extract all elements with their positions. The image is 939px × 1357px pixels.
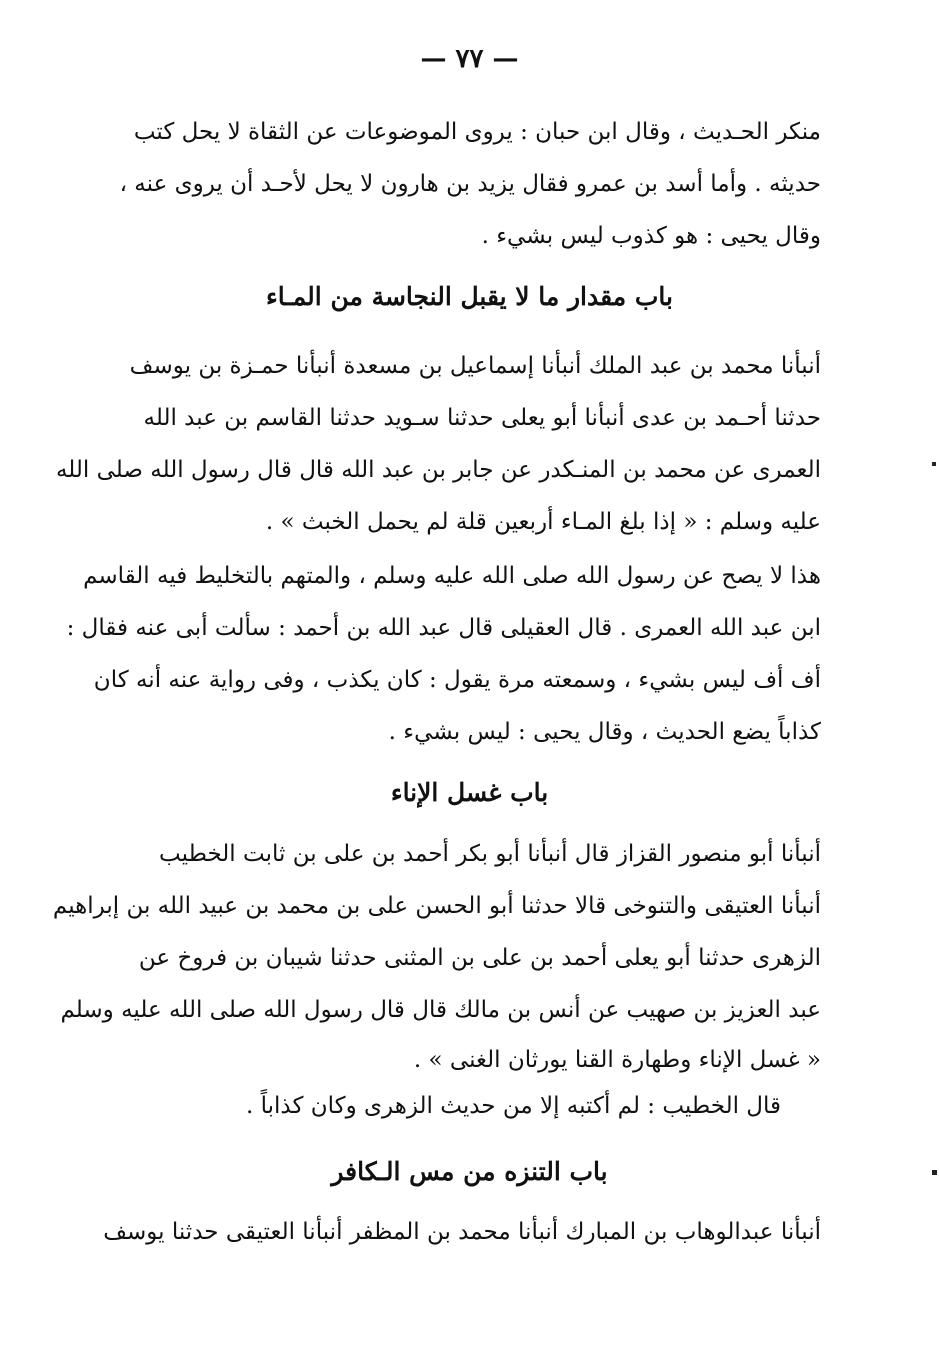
page-number: — ٧٧ —: [420, 44, 519, 74]
text-line: أنبأنا العتيقى والتنوخى قالا حدثنا أبو الحسن على بن محمد بن عبيد الله بن إبراهيم: [52, 893, 821, 919]
section-heading: باب التنزه من مس الـكافر: [331, 1157, 608, 1186]
scan-speck: [932, 462, 936, 466]
text-line: أنبأنا محمد بن عبد الملك أنبأنا إسماعيل بن مسعدة أنبأنا حمـزة بن يوسف: [129, 353, 821, 379]
section-heading: باب مقدار ما لا يقبل النجاسة من المـاء: [266, 282, 673, 311]
text-line: وقال يحيى : هو كذوب ليس بشيء .: [481, 223, 821, 249]
text-line: « غسل الإناء وطهارة القنا يورثان الغنى » .: [413, 1047, 821, 1073]
text-line: عليه وسلم : « إذا بلغ المـاء أربعين قلة لم يحمل الخبث » .: [265, 509, 821, 535]
text-line: كذاباً يضع الحديث ، وقال يحيى : ليس بشيء .: [388, 719, 821, 745]
text-line: قال الخطيب : لم أكتبه إلا من حديث الزهرى وكان كذاباً .: [246, 1093, 781, 1119]
text-line: ابن عبد الله العمرى . قال العقيلى قال عبد الله بن أحمد : سألت أبى عنه فقال :: [66, 615, 821, 641]
text-line: أنبأنا عبدالوهاب بن المبارك أنبأنا محمد بن المظفر أنبأنا العتيقى حدثنا يوسف: [103, 1219, 821, 1245]
text-line: الزهرى حدثنا أبو يعلى أحمد بن على بن المثنى حدثنا شيبان بن فروخ عن: [138, 945, 821, 971]
text-line: عبد العزيز بن صهيب عن أنس بن مالك قال قال رسول الله صلى الله عليه وسلم: [60, 997, 821, 1023]
text-line: أنبأنا أبو منصور القزاز قال أنبأنا أبو بكر أحمد بن على بن ثابت الخطيب: [159, 841, 821, 867]
section-heading: باب غسل الإناء: [390, 778, 549, 807]
text-line: أف أف ليس بشيء ، وسمعته مرة يقول : كان يكذب ، وفى رواية عنه أنه كان: [93, 667, 821, 693]
text-line: منكر الحـديث ، وقال ابن حبان : يروى الموضوعات عن الثقاة لا يحل كتب: [133, 119, 821, 145]
text-line: العمرى عن محمد بن المنـكدر عن جابر بن عبد الله قال قال رسول الله صلى الله: [55, 457, 821, 483]
text-line: هذا لا يصح عن رسول الله صلى الله عليه وسلم ، والمتهم بالتخليط فيه القاسم: [83, 563, 821, 589]
text-line: حديثه . وأما أسد بن عمرو فقال يزيد بن هارون لا يحل لأحـد أن يروى عنه ،: [119, 171, 821, 197]
scan-speck: [932, 1170, 937, 1175]
text-line: حدثنا أحـمد بن عدى أنبأنا أبو يعلى حدثنا سـويد حدثنا القاسم بن عبد الله: [143, 405, 821, 431]
